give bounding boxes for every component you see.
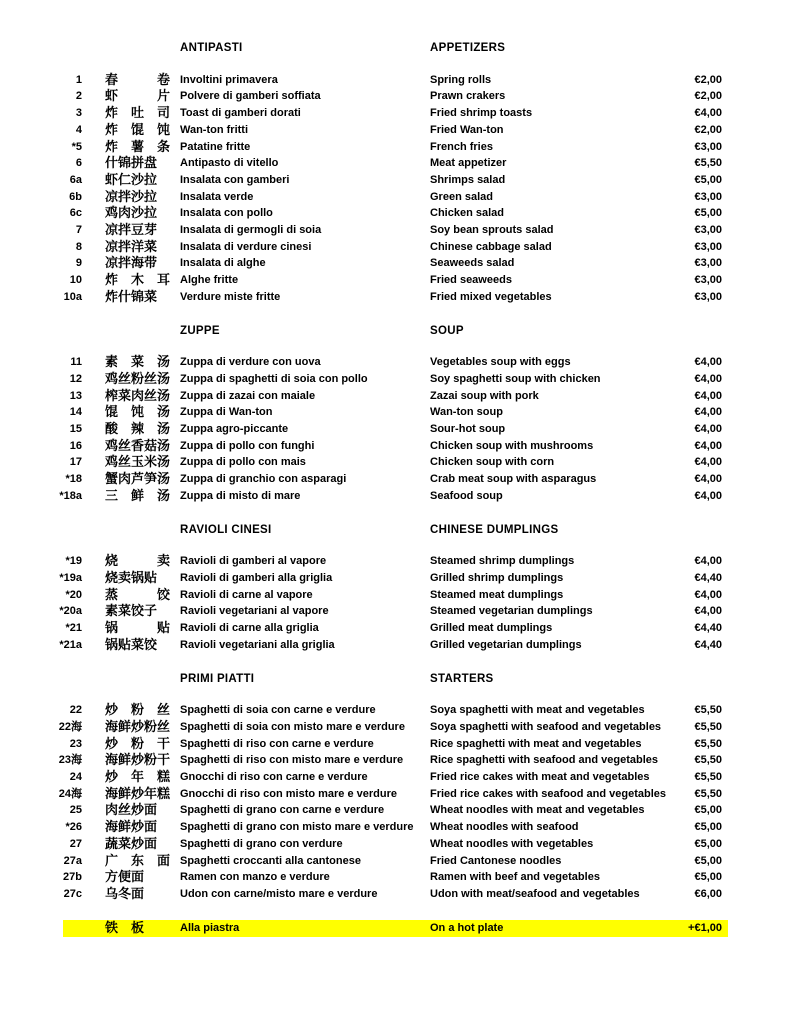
item-price: €5,00 <box>694 854 722 867</box>
item-number: 7 <box>75 224 82 237</box>
section-title-english: SOUP <box>430 324 464 337</box>
item-name-chinese: 海鲜炒粉丝 <box>105 718 171 734</box>
menu-sections <box>0 40 791 903</box>
header-spacer <box>665 40 728 57</box>
item-name-english: Rice spaghetti with meat and vegetables <box>430 737 642 750</box>
item-number: 2 <box>75 90 82 103</box>
item-name-english: Vegetables soup with eggs <box>430 356 571 369</box>
item-name-italian: Zuppa di pollo con mais <box>180 456 306 469</box>
item-number: 12 <box>69 372 82 385</box>
item-name-italian: Spaghetti di grano con misto mare e verdure <box>180 821 414 834</box>
header-spacer <box>0 522 88 539</box>
item-name-english: Fried Wan-ton <box>430 123 504 136</box>
item-name-chinese: 炒 粉 丝 <box>105 702 171 718</box>
item-number: *18 <box>65 473 82 486</box>
item-name-chinese: 肉丝炒面 <box>105 802 158 818</box>
menu-item-row <box>0 354 791 371</box>
item-number: *19a <box>59 571 82 584</box>
item-price: €5,00 <box>694 871 722 884</box>
header-spacer <box>88 40 180 57</box>
menu-item-row <box>0 836 791 853</box>
item-price: €4,00 <box>694 605 722 618</box>
item-name-chinese: 凉拌豆芽 <box>105 222 158 238</box>
header-spacer <box>88 522 180 539</box>
item-name-english: Steamed vegetarian dumplings <box>430 605 593 618</box>
header-spacer <box>665 323 728 340</box>
menu-item-row <box>0 371 791 388</box>
item-name-italian: Insalata con gamberi <box>180 173 290 186</box>
item-price: €3,00 <box>694 257 722 270</box>
item-name-italian: Patatine fritte <box>180 140 251 153</box>
item-price: €4,00 <box>694 456 722 469</box>
section-title-english: APPETIZERS <box>430 42 506 54</box>
item-name-english: Chicken soup with mushrooms <box>430 439 594 452</box>
section-header-row <box>0 522 791 539</box>
item-price: €3,00 <box>694 274 722 287</box>
item-name-italian: Insalata con pollo <box>180 207 273 220</box>
item-name-chinese: 蟹肉芦笋汤 <box>105 471 171 487</box>
menu-item-row <box>0 388 791 405</box>
menu-item-row <box>0 802 791 819</box>
menu-item-row <box>0 454 791 471</box>
item-name-english: Soy spaghetti soup with chicken <box>430 372 601 385</box>
item-number: 6a <box>69 173 82 186</box>
item-name-italian: Zuppa di pollo con funghi <box>180 439 315 452</box>
menu-item-row <box>0 438 791 455</box>
item-price: €5,50 <box>694 771 722 784</box>
item-name-italian: Ramen con manzo e verdure <box>180 871 330 884</box>
section-header-row <box>0 40 791 57</box>
item-name-english: Fried mixed vegetables <box>430 290 552 303</box>
menu-item-row <box>0 587 791 604</box>
item-name-english: Fried Cantonese noodles <box>430 854 562 867</box>
item-name-italian: Zuppa di misto di mare <box>180 489 301 502</box>
item-name-chinese: 凉拌海带 <box>105 255 158 271</box>
item-price: €2,00 <box>694 123 722 136</box>
item-price: €6,00 <box>694 887 722 900</box>
item-name-english: Chicken salad <box>430 207 504 220</box>
menu-item-row <box>0 421 791 438</box>
item-name-chinese: 蒸 饺 <box>105 586 171 602</box>
item-price: €5,50 <box>694 737 722 750</box>
menu-item-row <box>0 88 791 105</box>
item-name-chinese: 炒 粉 干 <box>105 735 171 751</box>
menu-item-row <box>0 819 791 836</box>
section-items <box>0 553 791 653</box>
item-name-italian: Ravioli di carne alla griglia <box>180 622 319 635</box>
item-price: €4,00 <box>694 588 722 601</box>
item-name-chinese: 凉拌洋菜 <box>105 238 158 254</box>
item-number: 10 <box>69 274 82 287</box>
item-name-italian: Ravioli di gamberi alla griglia <box>180 571 333 584</box>
item-name-italian: Spaghetti di soia con misto mare e verdure <box>180 720 405 733</box>
menu-item-row <box>0 786 791 803</box>
item-name-english: French fries <box>430 140 493 153</box>
item-number: 27 <box>69 837 82 850</box>
menu-item-row <box>0 172 791 189</box>
item-price: €4,40 <box>694 638 722 651</box>
menu-item-row <box>0 139 791 156</box>
section-header-row <box>0 323 791 340</box>
item-name-chinese: 炸 馄 饨 <box>105 121 171 137</box>
header-spacer <box>88 671 180 688</box>
menu-item-row <box>0 488 791 505</box>
item-number: *20a <box>59 605 82 618</box>
item-name-italian: Insalata di germogli di soia <box>180 224 322 237</box>
item-name-english: Grilled shrimp dumplings <box>430 571 564 584</box>
item-name-english: Soya spaghetti with meat and vegetables <box>430 704 645 717</box>
item-number: 22 <box>69 704 82 717</box>
item-price: €5,50 <box>694 157 722 170</box>
item-number: 27b <box>63 871 82 884</box>
item-name-chinese: 锅贴菜饺 <box>105 636 158 652</box>
item-name-chinese: 素菜饺子 <box>105 603 158 619</box>
section-items <box>0 702 791 902</box>
menu-item-row <box>0 105 791 122</box>
item-number: 6b <box>69 190 82 203</box>
menu-item-row <box>0 736 791 753</box>
item-price: €4,00 <box>694 372 722 385</box>
item-name-english: Chinese cabbage salad <box>430 240 552 253</box>
section-items <box>0 354 791 504</box>
item-price: €5,00 <box>694 173 722 186</box>
menu-item-row <box>0 404 791 421</box>
item-name-english: Wheat noodles with vegetables <box>430 837 594 850</box>
item-name-chinese: 凉拌沙拉 <box>105 188 158 204</box>
item-name-english: Zazai soup with pork <box>430 389 539 402</box>
item-name-italian: Spaghetti di grano con carne e verdure <box>180 804 385 817</box>
item-name-english: Wheat noodles with seafood <box>430 821 579 834</box>
item-price: €4,00 <box>694 473 722 486</box>
menu-item-row <box>0 603 791 620</box>
item-price: €5,50 <box>694 720 722 733</box>
footer-price-supplement: +€1,00 <box>688 921 722 934</box>
header-spacer <box>0 671 88 688</box>
item-price: €4,00 <box>694 107 722 120</box>
item-name-english: Green salad <box>430 190 493 203</box>
item-name-chinese: 虾 片 <box>105 88 171 104</box>
menu-item-row <box>0 620 791 637</box>
item-name-english: Fried seaweeds <box>430 274 512 287</box>
item-name-english: Wheat noodles with meat and vegetables <box>430 804 645 817</box>
item-name-italian: Toast di gamberi dorati <box>180 107 301 120</box>
item-name-italian: Zuppa di zazai con maiale <box>180 389 316 402</box>
item-number: 3 <box>75 107 82 120</box>
menu-item-row <box>0 769 791 786</box>
item-number: 9 <box>75 257 82 270</box>
item-price: €5,50 <box>694 787 722 800</box>
item-number: 4 <box>75 123 82 136</box>
item-name-italian: Verdure miste fritte <box>180 290 281 303</box>
item-name-english: Grilled vegetarian dumplings <box>430 638 582 651</box>
item-name-italian: Alghe fritte <box>180 274 239 287</box>
menu-item-row <box>0 869 791 886</box>
menu-item-row <box>0 205 791 222</box>
item-price: €2,00 <box>694 73 722 86</box>
item-name-italian: Polvere di gamberi soffiata <box>180 90 321 103</box>
item-name-chinese: 蔬菜炒面 <box>105 835 158 851</box>
item-name-italian: Insalata verde <box>180 190 254 203</box>
item-number: 25 <box>69 804 82 817</box>
item-price: €5,50 <box>694 704 722 717</box>
item-name-chinese: 鸡丝玉米汤 <box>105 454 171 470</box>
item-name-chinese: 海鲜炒年糕 <box>105 785 171 801</box>
item-name-chinese: 广 东 面 <box>105 852 171 868</box>
item-name-english: Chicken soup with corn <box>430 456 555 469</box>
item-name-chinese: 鸡丝香菇汤 <box>105 437 171 453</box>
item-name-chinese: 炒 年 糕 <box>105 769 171 785</box>
section-title-italian: PRIMI PIATTI <box>180 672 255 685</box>
item-number: 13 <box>69 389 82 402</box>
item-number: 24海 <box>58 787 82 800</box>
item-name-english: Crab meat soup with asparagus <box>430 473 597 486</box>
item-price: €4,00 <box>694 356 722 369</box>
item-name-english: Soy bean sprouts salad <box>430 224 554 237</box>
item-name-chinese: 虾仁沙拉 <box>105 171 158 187</box>
item-name-chinese: 烧卖锅贴 <box>105 569 158 585</box>
item-number: 22海 <box>58 720 82 733</box>
item-price: €5,00 <box>694 821 722 834</box>
item-name-chinese: 春 卷 <box>105 71 171 87</box>
item-name-italian: Ravioli vegetariani al vapore <box>180 605 329 618</box>
item-name-chinese: 鸡丝粉丝汤 <box>105 370 171 386</box>
menu-section-antipasti <box>0 40 791 306</box>
item-name-chinese: 烧 卖 <box>105 553 171 569</box>
item-price: €3,00 <box>694 190 722 203</box>
item-name-chinese: 鸡肉沙拉 <box>105 205 158 221</box>
item-number: 17 <box>69 456 82 469</box>
section-header-row <box>0 671 791 688</box>
item-name-chinese: 方便面 <box>105 869 145 885</box>
menu-section-zuppe <box>0 323 791 505</box>
item-price: €4,40 <box>694 571 722 584</box>
header-spacer <box>0 40 88 57</box>
item-name-italian: Spaghetti di soia con carne e verdure <box>180 704 376 717</box>
section-title-italian: ZUPPE <box>180 324 220 337</box>
item-number: 27c <box>63 887 82 900</box>
menu-item-row <box>0 702 791 719</box>
item-price: €4,00 <box>694 406 722 419</box>
item-name-english: Meat appetizer <box>430 157 507 170</box>
item-price: €5,00 <box>694 804 722 817</box>
item-name-italian: Insalata di alghe <box>180 257 266 270</box>
item-name-chinese: 三 鲜 汤 <box>105 487 171 503</box>
item-name-chinese: 素 菜 汤 <box>105 354 171 370</box>
item-price: €4,00 <box>694 555 722 568</box>
item-name-english: Seaweeds salad <box>430 257 515 270</box>
menu-item-row <box>0 189 791 206</box>
menu-item-row <box>0 752 791 769</box>
item-name-italian: Ravioli di carne al vapore <box>180 588 313 601</box>
menu-item-row <box>0 553 791 570</box>
item-name-english: Steamed shrimp dumplings <box>430 555 575 568</box>
item-number: 27a <box>63 854 82 867</box>
item-number: 8 <box>75 240 82 253</box>
item-name-english: Grilled meat dumplings <box>430 622 553 635</box>
item-price: €5,00 <box>694 207 722 220</box>
item-number: 16 <box>69 439 82 452</box>
item-number: 6c <box>69 207 82 220</box>
item-name-italian: Spaghetti croccanti alla cantonese <box>180 854 361 867</box>
item-name-chinese: 锅 贴 <box>105 620 171 636</box>
item-number: 1 <box>75 73 82 86</box>
item-name-chinese: 什锦拼盘 <box>105 155 158 171</box>
item-name-english: Sour-hot soup <box>430 423 506 436</box>
item-price: €4,00 <box>694 389 722 402</box>
item-price: €5,00 <box>694 837 722 850</box>
item-number: 24 <box>69 771 82 784</box>
item-price: €4,00 <box>694 489 722 502</box>
menu-item-row <box>0 886 791 903</box>
header-spacer <box>88 323 180 340</box>
menu-item-row <box>0 222 791 239</box>
item-number: *20 <box>65 588 82 601</box>
item-name-chinese: 酸 辣 汤 <box>105 421 171 437</box>
header-spacer <box>665 671 728 688</box>
item-name-italian: Zuppa di granchio con asparagi <box>180 473 347 486</box>
section-title-english: CHINESE DUMPLINGS <box>430 523 559 536</box>
section-title-italian: RAVIOLI CINESI <box>180 523 272 536</box>
item-name-italian: Zuppa di verdure con uova <box>180 356 321 369</box>
item-name-italian: Gnocchi di riso con carne e verdure <box>180 771 368 784</box>
section-title-english: STARTERS <box>430 672 494 685</box>
item-name-italian: Spaghetti di riso con carne e verdure <box>180 737 374 750</box>
item-number: *18a <box>59 489 82 502</box>
menu-item-row <box>0 719 791 736</box>
item-name-chinese: 榨菜肉丝汤 <box>105 387 171 403</box>
item-number: 10a <box>63 290 82 303</box>
menu-item-row <box>0 272 791 289</box>
item-name-italian: Zuppa di spaghetti di soia con pollo <box>180 372 368 385</box>
item-name-italian: Ravioli di gamberi al vapore <box>180 555 327 568</box>
item-number: 23海 <box>58 754 82 767</box>
item-number: *26 <box>65 821 82 834</box>
item-name-italian: Antipasto di vitello <box>180 157 279 170</box>
item-name-italian: Zuppa agro-piccante <box>180 423 289 436</box>
item-price: €2,00 <box>694 90 722 103</box>
item-name-english: Soya spaghetti with seafood and vegetables <box>430 720 662 733</box>
hot-plate-note-row <box>0 920 791 938</box>
footer-name-english: On a hot plate <box>430 921 504 934</box>
item-price: €3,00 <box>694 290 722 303</box>
menu-item-row <box>0 255 791 272</box>
item-name-chinese: 馄 饨 汤 <box>105 404 171 420</box>
item-name-italian: Udon con carne/misto mare e verdure <box>180 887 378 900</box>
item-price: €3,00 <box>694 224 722 237</box>
item-name-italian: Involtini primavera <box>180 73 278 86</box>
item-name-english: Fried shrimp toasts <box>430 107 533 120</box>
item-name-italian: Spaghetti di riso con misto mare e verdure <box>180 754 404 767</box>
item-name-english: Ramen with beef and vegetables <box>430 871 600 884</box>
item-price: €3,00 <box>694 240 722 253</box>
item-number: 23 <box>69 737 82 750</box>
menu-item-row <box>0 570 791 587</box>
item-price: €5,50 <box>694 754 722 767</box>
item-name-italian: Wan-ton fritti <box>180 123 249 136</box>
item-name-english: Prawn crakers <box>430 90 506 103</box>
item-name-english: Rice spaghetti with seafood and vegetables <box>430 754 658 767</box>
item-number: *5 <box>71 140 82 153</box>
item-name-italian: Gnocchi di riso con misto mare e verdure <box>180 787 398 800</box>
item-name-english: Wan-ton soup <box>430 406 503 419</box>
item-name-english: Fried rice cakes with seafood and vegetables <box>430 787 666 800</box>
item-name-chinese: 乌冬面 <box>105 885 145 901</box>
menu-section-ravioli-cinesi <box>0 522 791 654</box>
menu-item-row <box>0 853 791 870</box>
footer-name-chinese: 铁 板 <box>105 919 145 935</box>
item-name-chinese: 海鲜炒面 <box>105 819 158 835</box>
section-items <box>0 72 791 306</box>
item-number: 15 <box>69 423 82 436</box>
footer-name-italian: Alla piastra <box>180 921 240 934</box>
item-name-english: Udon with meat/seafood and vegetables <box>430 887 640 900</box>
item-name-english: Steamed meat dumplings <box>430 588 564 601</box>
item-name-italian: Spaghetti di grano con verdure <box>180 837 343 850</box>
item-name-chinese: 海鲜炒粉干 <box>105 752 171 768</box>
item-name-chinese: 炸 薯 条 <box>105 138 171 154</box>
item-name-english: Seafood soup <box>430 489 503 502</box>
header-spacer <box>665 522 728 539</box>
menu-item-row <box>0 289 791 306</box>
menu-item-row <box>0 155 791 172</box>
item-price: €4,40 <box>694 622 722 635</box>
item-number: *21a <box>59 638 82 651</box>
footer-number-spacer <box>0 920 88 938</box>
item-number: 14 <box>69 406 82 419</box>
item-name-english: Fried rice cakes with meat and vegetables <box>430 771 650 784</box>
menu-item-row <box>0 637 791 654</box>
item-price: €3,00 <box>694 140 722 153</box>
menu-item-row <box>0 72 791 89</box>
header-spacer <box>0 323 88 340</box>
item-number: 6 <box>75 157 82 170</box>
item-number: *19 <box>65 555 82 568</box>
item-name-italian: Ravioli vegetariani alla griglia <box>180 638 335 651</box>
menu-section-primi-piatti <box>0 671 791 903</box>
item-price: €4,00 <box>694 439 722 452</box>
item-name-chinese: 炸什锦菜 <box>105 288 158 304</box>
item-name-italian: Insalata di verdure cinesi <box>180 240 312 253</box>
menu-item-row <box>0 239 791 256</box>
item-name-italian: Zuppa di Wan-ton <box>180 406 273 419</box>
item-price: €4,00 <box>694 423 722 436</box>
item-name-english: Spring rolls <box>430 73 492 86</box>
item-number: 11 <box>70 356 82 369</box>
item-name-english: Shrimps salad <box>430 173 506 186</box>
item-name-chinese: 炸 吐 司 <box>105 105 171 121</box>
item-name-chinese: 炸 木 耳 <box>105 272 171 288</box>
menu-item-row <box>0 122 791 139</box>
section-title-italian: ANTIPASTI <box>180 42 243 54</box>
menu-item-row <box>0 471 791 488</box>
item-number: *21 <box>65 622 82 635</box>
